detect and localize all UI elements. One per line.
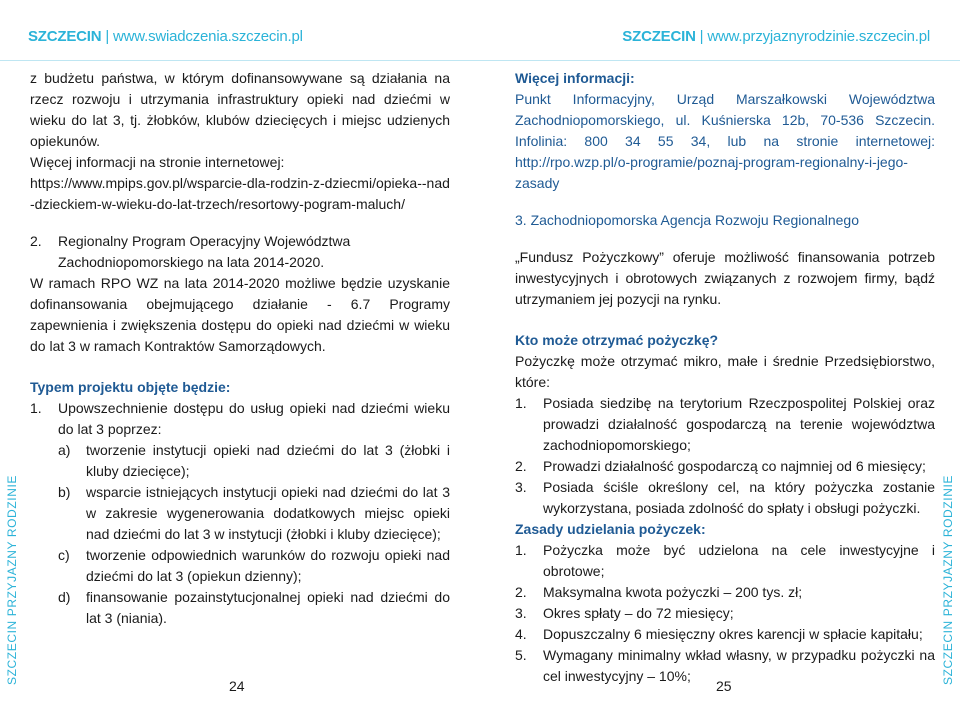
sub-item-d: d) finansowanie pozainstytucjonalnej opieki nad dziećmi do lat 3 (niania). <box>58 589 450 626</box>
fund-paragraph: „Fundusz Pożyczkowy” oferuje możliwość finansowania potrzeb inwestycyjnych i obrotowych związanych z rozwojem firmy, bądź utrzymaniem jej pozycji na rynku. <box>515 249 935 307</box>
more-info-body: Punkt Informacyjny, Urząd Marszałkowski Województwa Zachodniopomorskiego, ul. Kuśnierska 12b, 70-536 Szczecin. Infolinia: 800 34 55 34, lub na stronie internetowej: http://rpo.wzp.pl/o-programie/poznaj-program-regionalny-i-jego-zasady <box>515 91 935 191</box>
left-page-column <box>30 68 450 629</box>
rule-item: 1. Pożyczka może być udzielona na cele inwestycyjne i obrotowe; <box>515 542 935 579</box>
header-city: SZCZECIN <box>28 28 102 45</box>
header-separator: | <box>101 28 114 45</box>
condition-item: 1. Posiada siedzibę na terytorium Rzeczpospolitej Polskiej oraz prowadzi działalność gospodarczą na terenie województwa zachodniopomorskiego; <box>515 395 935 453</box>
project-type-heading: Typem projektu objęte będzie: <box>30 379 231 395</box>
header-separator: | <box>695 28 708 45</box>
left-page-header <box>28 28 303 45</box>
page-number: 24 <box>229 678 245 694</box>
section-3-heading: 3. Zachodniopomorska Agencja Rozwoju Regionalnego <box>515 212 859 228</box>
header-city: SZCZECIN <box>622 28 696 45</box>
sub-item-a: a) tworzenie instytucji opieki nad dziećmi do lat 3 (żłobki i kluby dziecięce); <box>58 442 450 479</box>
section-title: Regionalny Program Operacyjny Województwa Zachodniopomorskiego na lata 2014-2020. <box>58 233 351 270</box>
rules-heading: Zasady udzielania pożyczek: <box>515 521 706 537</box>
project-item <box>30 398 450 440</box>
header-url-link[interactable]: www.swiadczenia.szczecin.pl <box>113 28 303 45</box>
sub-item-c: c) tworzenie odpowiednich warunków do rozwoju opieki nad dziećmi do lat 3 (opiekun dzienny); <box>58 547 450 584</box>
who-heading: Kto może otrzymać pożyczkę? <box>515 332 719 348</box>
condition-item: 2. Prowadzi działalność gospodarczą co najmniej od 6 miesięcy; <box>515 458 926 474</box>
right-page-header <box>622 28 930 45</box>
section-2-heading <box>30 231 450 273</box>
section-2-body: W ramach RPO WZ na lata 2014-2020 możliwe będzie uzyskanie dofinansowania obejmującego działanie - 6.7 Programy zapewnienia i zwiększenia dostępu do opieki nad dziećmi w wieku do lat 3 w ramach Kontraktów Samorządowych. <box>30 275 450 354</box>
rule-item: 4. Dopuszczalny 6 miesięczny okres karencji w spłacie kapitału; <box>515 626 923 642</box>
more-info-label: Więcej informacji na stronie internetowej: <box>30 154 285 170</box>
left-side-banner <box>0 0 24 708</box>
sub-item-b: b) wsparcie istniejących instytucji opieki nad dziećmi do lat 3 w zakresie wygenerowania dodatkowych miejsc opieki nad dziećmi do lat 3 w instytucji (żłobki i kluby dziecięce); <box>58 484 450 542</box>
item-number: 1. <box>30 400 42 416</box>
section-number: 2. <box>30 233 42 249</box>
header-divider <box>0 60 960 61</box>
item-text: Upowszechnienie dostępu do usług opieki nad dziećmi wieku do lat 3 poprzez: <box>58 400 450 437</box>
page-number: 25 <box>716 678 732 694</box>
condition-item: 3. Posiada ściśle określony cel, na który pożyczka zostanie wykorzystana, posiada zdolność do spłaty i obsługi pożyczki. <box>515 479 935 516</box>
side-banner-text: SZCZECIN PRZYJAZNY RODZINIE <box>941 475 955 685</box>
mpips-link[interactable]: https://www.mpips.gov.pl/wsparcie-dla-rodzin-z-dziecmi/opieka--nad-dzieckiem-w-wieku-do-lat-trzech/resortowy-pogram-maluch/ <box>30 175 450 212</box>
more-info-heading: Więcej informacji: <box>515 70 635 86</box>
who-paragraph: Pożyczkę może otrzymać mikro, małe i średnie Przedsiębiorstwo, które: <box>515 353 935 390</box>
side-banner-text: SZCZECIN PRZYJAZNY RODZINIE <box>5 475 19 685</box>
rule-item: 2. Maksymalna kwota pożyczki – 200 tys. zł; <box>515 584 803 600</box>
header-url-link[interactable]: www.przyjaznyrodzinie.szczecin.pl <box>707 28 930 45</box>
right-page-column <box>515 68 935 687</box>
rule-item: 5. Wymagany minimalny wkład własny, w przypadku pożyczki na cel inwestycyjny – 10%; <box>515 647 935 684</box>
rule-item: 3. Okres spłaty – do 72 miesięcy; <box>515 605 734 621</box>
right-side-banner <box>936 0 960 708</box>
intro-paragraph: z budżetu państwa, w którym dofinansowywane są działania na rzecz rozwoju i utrzymania infrastruktury opieki nad dziećmi w wieku do lat 3, tj. żłobków, klubów dziecięcych i miejsc udzienych opiekunów. <box>30 70 450 149</box>
